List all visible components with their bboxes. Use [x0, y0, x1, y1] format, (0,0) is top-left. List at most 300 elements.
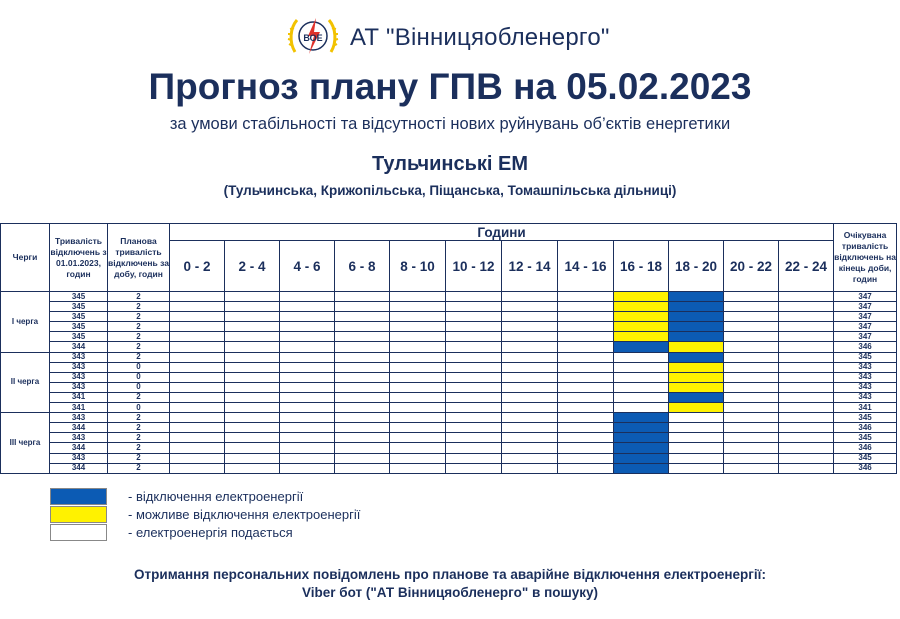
company-logo [287, 12, 339, 60]
hour-slot-cell [669, 453, 724, 463]
hour-slot-cell [390, 463, 446, 473]
hour-slot-cell [724, 463, 779, 473]
hour-slot-cell [225, 342, 280, 352]
planned-cell: 2 [108, 423, 170, 433]
hour-slot-cell [446, 372, 502, 382]
planned-cell: 2 [108, 312, 170, 322]
table-row [1, 403, 897, 413]
hour-slot-cell [170, 332, 225, 342]
hour-slot-cell [390, 443, 446, 453]
hour-slot-cell [225, 453, 280, 463]
duration-cell: 343 [50, 372, 108, 382]
hour-slot-cell [170, 392, 225, 402]
hour-slot-cell [170, 292, 225, 302]
hour-slot-cell [446, 423, 502, 433]
hour-slot-cell [390, 292, 446, 302]
hour-slot-cell [170, 463, 225, 473]
outage-schedule-table [0, 223, 897, 474]
hour-slot-cell [558, 292, 614, 302]
hour-slot-cell [502, 423, 558, 433]
hour-slot-cell [779, 403, 834, 413]
header-slot: 4 - 6 [280, 241, 335, 292]
legend-swatch-yellow [50, 506, 107, 523]
hour-slot-cell [335, 403, 390, 413]
duration-cell: 344 [50, 463, 108, 473]
legend-swatch-blue [50, 488, 107, 505]
table-row [1, 433, 897, 443]
table-row [1, 312, 897, 322]
hour-slot-cell [669, 403, 724, 413]
duration-cell: 345 [50, 312, 108, 322]
hour-slot-cell [225, 443, 280, 453]
table-row [1, 342, 897, 352]
hour-slot-cell [390, 302, 446, 312]
hour-slot-cell [779, 372, 834, 382]
hour-slot-cell [614, 392, 669, 402]
hour-slot-cell [724, 362, 779, 372]
hour-slot-cell [779, 392, 834, 402]
hour-slot-cell [779, 433, 834, 443]
hour-slot-cell [225, 302, 280, 312]
hour-slot-cell [446, 352, 502, 362]
hour-slot-cell [280, 342, 335, 352]
hour-slot-cell [280, 382, 335, 392]
hour-slot-cell [669, 443, 724, 453]
planned-cell: 2 [108, 322, 170, 332]
hour-slot-cell [779, 342, 834, 352]
hour-slot-cell [614, 453, 669, 463]
hour-slot-cell [280, 352, 335, 362]
duration-cell: 345 [50, 322, 108, 332]
hour-slot-cell [558, 403, 614, 413]
hour-slot-cell [335, 312, 390, 322]
header-slot: 22 - 24 [779, 241, 834, 292]
table-row [1, 322, 897, 332]
hour-slot-cell [225, 352, 280, 362]
hour-slot-cell [669, 463, 724, 473]
hour-slot-cell [779, 302, 834, 312]
footer-viber: Viber бот ("АТ Вінницяобленерго" в пошуку) [301, 585, 598, 600]
hour-slot-cell [446, 433, 502, 443]
planned-cell: 2 [108, 332, 170, 342]
duration-cell: 343 [50, 453, 108, 463]
expected-cell: 346 [834, 342, 897, 352]
planned-cell: 0 [108, 362, 170, 372]
hour-slot-cell [779, 352, 834, 362]
hour-slot-cell [335, 392, 390, 402]
table-row [1, 423, 897, 433]
hour-slot-cell [446, 463, 502, 473]
header-slot: 0 - 2 [170, 241, 225, 292]
hour-slot-cell [335, 332, 390, 342]
hour-slot-cell [724, 322, 779, 332]
hour-slot-cell [390, 322, 446, 332]
hour-slot-cell [225, 292, 280, 302]
hour-slot-cell [558, 423, 614, 433]
hour-slot-cell [335, 443, 390, 453]
hour-slot-cell [225, 382, 280, 392]
hour-slot-cell [280, 433, 335, 443]
duration-cell: 345 [50, 302, 108, 312]
hour-slot-cell [170, 352, 225, 362]
company-name: АТ "Вінницяобленерго" [350, 24, 610, 51]
hour-slot-cell [614, 352, 669, 362]
hour-slot-cell [669, 332, 724, 342]
hour-slot-cell [335, 453, 390, 463]
hour-slot-cell [225, 312, 280, 322]
hour-slot-cell [669, 292, 724, 302]
hour-slot-cell [170, 423, 225, 433]
hour-slot-cell [170, 403, 225, 413]
hour-slot-cell [170, 372, 225, 382]
hour-slot-cell [558, 392, 614, 402]
hour-slot-cell [669, 362, 724, 372]
hour-slot-cell [225, 463, 280, 473]
hour-slot-cell [614, 413, 669, 423]
hour-slot-cell [280, 403, 335, 413]
table-row [1, 443, 897, 453]
queue-label: І черга [1, 292, 50, 353]
hour-slot-cell [779, 362, 834, 372]
hour-slot-cell [724, 342, 779, 352]
hour-slot-cell [225, 362, 280, 372]
hour-slot-cell [614, 332, 669, 342]
duration-cell: 344 [50, 443, 108, 453]
duration-cell: 344 [50, 342, 108, 352]
hour-slot-cell [280, 453, 335, 463]
hour-slot-cell [390, 453, 446, 463]
planned-cell: 2 [108, 453, 170, 463]
hour-slot-cell [280, 443, 335, 453]
expected-cell: 343 [834, 372, 897, 382]
hour-slot-cell [558, 463, 614, 473]
duration-cell: 341 [50, 392, 108, 402]
hour-slot-cell [446, 362, 502, 372]
legend-label: - електроенергія подається [128, 525, 293, 540]
hour-slot-cell [170, 312, 225, 322]
hour-slot-cell [335, 423, 390, 433]
table-row [1, 372, 897, 382]
table-row [1, 453, 897, 463]
hour-slot-cell [335, 322, 390, 332]
hour-slot-cell [280, 413, 335, 423]
hour-slot-cell [446, 453, 502, 463]
hour-slot-cell [390, 332, 446, 342]
table-row [1, 292, 897, 302]
districts-list: (Тульчинська, Крижопільська, Піщанська, Томашпільська дільниці) [223, 183, 677, 198]
hour-slot-cell [669, 433, 724, 443]
hour-slot-cell [779, 322, 834, 332]
hour-slot-cell [280, 372, 335, 382]
hour-slot-cell [390, 312, 446, 322]
hour-slot-cell [669, 382, 724, 392]
hour-slot-cell [614, 312, 669, 322]
hour-slot-cell [502, 392, 558, 402]
hour-slot-cell [614, 362, 669, 372]
expected-cell: 345 [834, 413, 897, 423]
hour-slot-cell [558, 332, 614, 342]
hour-slot-cell [502, 382, 558, 392]
hour-slot-cell [170, 443, 225, 453]
hour-slot-cell [335, 433, 390, 443]
hour-slot-cell [225, 372, 280, 382]
hour-slot-cell [502, 433, 558, 443]
planned-cell: 0 [108, 403, 170, 413]
hour-slot-cell [779, 312, 834, 322]
hour-slot-cell [280, 332, 335, 342]
header-slot: 20 - 22 [724, 241, 779, 292]
planned-cell: 2 [108, 413, 170, 423]
hour-slot-cell [614, 433, 669, 443]
hour-slot-cell [502, 312, 558, 322]
header-duration: Тривалість відключень з 01.01.2023, годин [50, 224, 108, 292]
hour-slot-cell [779, 453, 834, 463]
hour-slot-cell [446, 413, 502, 423]
planned-cell: 2 [108, 463, 170, 473]
table-row [1, 302, 897, 312]
hour-slot-cell [614, 443, 669, 453]
hour-slot-cell [669, 322, 724, 332]
hour-slot-cell [779, 423, 834, 433]
legend-swatch-white [50, 524, 107, 541]
header-slot: 8 - 10 [390, 241, 446, 292]
hour-slot-cell [669, 392, 724, 402]
hour-slot-cell [170, 342, 225, 352]
hour-slot-cell [558, 433, 614, 443]
hour-slot-cell [280, 322, 335, 332]
hour-slot-cell [390, 342, 446, 352]
expected-cell: 347 [834, 322, 897, 332]
header-expected: Очікувана тривалість відключень на кінець доби, годин [834, 224, 897, 292]
header-slot: 2 - 4 [225, 241, 280, 292]
hour-slot-cell [446, 382, 502, 392]
expected-cell: 347 [834, 302, 897, 312]
header-slot: 12 - 14 [502, 241, 558, 292]
duration-cell: 345 [50, 332, 108, 342]
duration-cell: 343 [50, 413, 108, 423]
table-row [1, 362, 897, 372]
planned-cell: 2 [108, 433, 170, 443]
hour-slot-cell [280, 362, 335, 372]
duration-cell: 341 [50, 403, 108, 413]
hour-slot-cell [558, 312, 614, 322]
hour-slot-cell [446, 292, 502, 302]
hour-slot-cell [280, 292, 335, 302]
expected-cell: 346 [834, 423, 897, 433]
hour-slot-cell [724, 403, 779, 413]
table-row [1, 413, 897, 423]
page-subtitle: за умови стабільності та відсутності нових руйнувань об’єктів енергетики [169, 115, 731, 133]
hour-slot-cell [614, 423, 669, 433]
header-queue: Черги [1, 224, 50, 292]
hour-slot-cell [335, 372, 390, 382]
planned-cell: 2 [108, 302, 170, 312]
hour-slot-cell [614, 372, 669, 382]
hour-slot-cell [390, 433, 446, 443]
expected-cell: 345 [834, 433, 897, 443]
hour-slot-cell [446, 392, 502, 402]
queue-label: ІІ черга [1, 352, 50, 413]
planned-cell: 2 [108, 392, 170, 402]
hour-slot-cell [669, 342, 724, 352]
hour-slot-cell [390, 392, 446, 402]
hour-slot-cell [335, 302, 390, 312]
hour-slot-cell [779, 332, 834, 342]
hour-slot-cell [225, 413, 280, 423]
hour-slot-cell [335, 463, 390, 473]
hour-slot-cell [390, 352, 446, 362]
logo-text: ВОЕ [303, 33, 323, 43]
hour-slot-cell [669, 302, 724, 312]
planned-cell: 2 [108, 443, 170, 453]
hour-slot-cell [502, 332, 558, 342]
duration-cell: 344 [50, 423, 108, 433]
planned-cell: 2 [108, 342, 170, 352]
expected-cell: 343 [834, 392, 897, 402]
hour-slot-cell [446, 312, 502, 322]
queue-label: ІІІ черга [1, 413, 50, 474]
hour-slot-cell [446, 403, 502, 413]
hour-slot-cell [280, 392, 335, 402]
hour-slot-cell [280, 302, 335, 312]
hour-slot-cell [170, 302, 225, 312]
header-hours: Години [170, 224, 834, 241]
hour-slot-cell [724, 413, 779, 423]
header-slot: 10 - 12 [446, 241, 502, 292]
header-slot: 6 - 8 [335, 241, 390, 292]
hour-slot-cell [390, 382, 446, 392]
header-slot: 14 - 16 [558, 241, 614, 292]
hour-slot-cell [724, 453, 779, 463]
hour-slot-cell [669, 372, 724, 382]
hour-slot-cell [225, 332, 280, 342]
expected-cell: 346 [834, 463, 897, 473]
hour-slot-cell [446, 302, 502, 312]
hour-slot-cell [614, 342, 669, 352]
hour-slot-cell [335, 292, 390, 302]
hour-slot-cell [724, 392, 779, 402]
hour-slot-cell [724, 292, 779, 302]
planned-cell: 0 [108, 382, 170, 392]
hour-slot-cell [614, 302, 669, 312]
hour-slot-cell [724, 302, 779, 312]
planned-cell: 2 [108, 292, 170, 302]
table-row [1, 352, 897, 362]
hour-slot-cell [724, 372, 779, 382]
hour-slot-cell [724, 332, 779, 342]
duration-cell: 343 [50, 352, 108, 362]
table-row [1, 392, 897, 402]
hour-slot-cell [390, 362, 446, 372]
header-slot: 18 - 20 [669, 241, 724, 292]
hour-slot-cell [614, 292, 669, 302]
hour-slot-cell [502, 352, 558, 362]
hour-slot-cell [170, 322, 225, 332]
hour-slot-cell [502, 292, 558, 302]
expected-cell: 341 [834, 403, 897, 413]
hour-slot-cell [724, 382, 779, 392]
hour-slot-cell [502, 453, 558, 463]
table-row [1, 382, 897, 392]
hour-slot-cell [614, 382, 669, 392]
hour-slot-cell [558, 382, 614, 392]
hour-slot-cell [335, 352, 390, 362]
hour-slot-cell [502, 443, 558, 453]
expected-cell: 343 [834, 382, 897, 392]
hour-slot-cell [502, 463, 558, 473]
expected-cell: 345 [834, 352, 897, 362]
expected-cell: 345 [834, 453, 897, 463]
hour-slot-cell [280, 423, 335, 433]
hour-slot-cell [502, 362, 558, 372]
hour-slot-cell [558, 453, 614, 463]
hour-slot-cell [225, 322, 280, 332]
hour-slot-cell [669, 413, 724, 423]
hour-slot-cell [502, 302, 558, 312]
footer-notice: Отримання персональних повідомлень про планове та аварійне відключення електроенергії: [134, 567, 766, 582]
hour-slot-cell [502, 342, 558, 352]
hour-slot-cell [170, 382, 225, 392]
hour-slot-cell [558, 342, 614, 352]
hour-slot-cell [170, 413, 225, 423]
hour-slot-cell [335, 362, 390, 372]
hour-slot-cell [779, 292, 834, 302]
hour-slot-cell [669, 312, 724, 322]
header-slot: 16 - 18 [614, 241, 669, 292]
hour-slot-cell [779, 463, 834, 473]
expected-cell: 347 [834, 292, 897, 302]
hour-slot-cell [614, 322, 669, 332]
hour-slot-cell [614, 403, 669, 413]
hour-slot-cell [724, 423, 779, 433]
planned-cell: 0 [108, 372, 170, 382]
hour-slot-cell [558, 372, 614, 382]
hour-slot-cell [225, 433, 280, 443]
legend-label: - відключення електроенергії [128, 489, 304, 504]
hour-slot-cell [502, 372, 558, 382]
hour-slot-cell [669, 423, 724, 433]
hour-slot-cell [280, 463, 335, 473]
expected-cell: 346 [834, 443, 897, 453]
duration-cell: 343 [50, 362, 108, 372]
hour-slot-cell [446, 443, 502, 453]
hour-slot-cell [446, 332, 502, 342]
hour-slot-cell [390, 423, 446, 433]
region-title: Тульчинські ЕМ [371, 153, 529, 175]
hour-slot-cell [170, 453, 225, 463]
hour-slot-cell [335, 413, 390, 423]
hour-slot-cell [558, 443, 614, 453]
hour-slot-cell [779, 382, 834, 392]
hour-slot-cell [558, 413, 614, 423]
page-title: Прогноз плану ГПВ на 05.02.2023 [148, 66, 752, 107]
hour-slot-cell [390, 403, 446, 413]
hour-slot-cell [170, 433, 225, 443]
hour-slot-cell [558, 352, 614, 362]
hour-slot-cell [446, 342, 502, 352]
table-row [1, 463, 897, 473]
hour-slot-cell [558, 362, 614, 372]
hour-slot-cell [502, 403, 558, 413]
expected-cell: 343 [834, 362, 897, 372]
duration-cell: 343 [50, 433, 108, 443]
hour-slot-cell [335, 342, 390, 352]
hour-slot-cell [280, 312, 335, 322]
hour-slot-cell [225, 403, 280, 413]
hour-slot-cell [558, 302, 614, 312]
hour-slot-cell [502, 322, 558, 332]
table-row [1, 332, 897, 342]
